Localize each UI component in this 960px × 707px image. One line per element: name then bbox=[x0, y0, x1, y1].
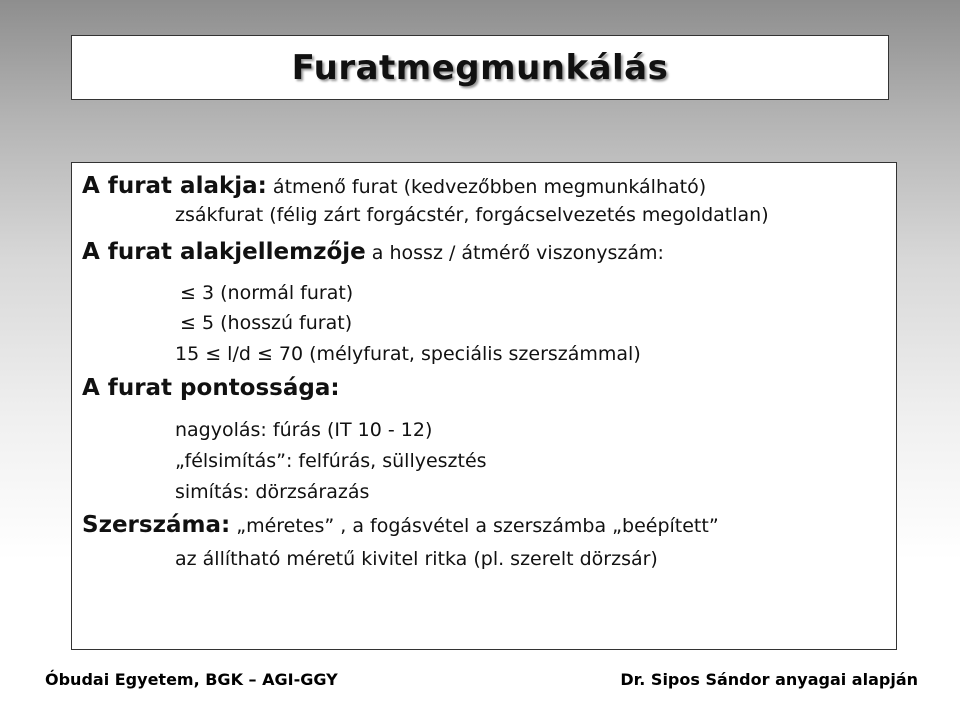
accuracy-item-finish: simítás: dörzsárazás bbox=[175, 481, 370, 503]
accuracy-heading: A furat pontossága: bbox=[82, 375, 340, 401]
accuracy-item-semifinish: „félsimítás”: felfúrás, süllyesztés bbox=[175, 450, 487, 472]
ratio-item-normal-text: 3 (normál furat) bbox=[202, 282, 354, 304]
less-equal-icon: ≤ bbox=[256, 343, 273, 365]
ratio-line bbox=[82, 239, 664, 265]
ratio-text: a hossz / átmérő viszonyszám: bbox=[365, 242, 664, 264]
shape-line bbox=[82, 173, 706, 199]
slide-title: Furatmegmunkálás bbox=[291, 47, 669, 88]
less-equal-icon: ≤ bbox=[205, 343, 222, 365]
ratio-item-long bbox=[180, 312, 352, 334]
accuracy-line bbox=[82, 375, 340, 401]
shape-blind-line: zsákfurat (félig zárt forgácstér, forgácselvezetés megoldatlan) bbox=[175, 204, 769, 226]
less-equal-icon: ≤ bbox=[180, 282, 196, 304]
tool-heading: Szerszáma: bbox=[82, 512, 231, 538]
footer-left: Óbudai Egyetem, BGK – AGI-GGY bbox=[45, 670, 338, 689]
footer-right: Dr. Sipos Sándor anyagai alapján bbox=[620, 670, 918, 689]
ratio-item-long-text: 5 (hosszú furat) bbox=[202, 312, 353, 334]
tool-text: „méretes” , a fogásvétel a szerszámba „beépített” bbox=[230, 515, 719, 537]
ratio-item-normal bbox=[180, 282, 353, 304]
title-box bbox=[71, 35, 889, 100]
ratio-item-deep bbox=[175, 343, 641, 365]
ratio-heading: A furat alakjellemzője bbox=[82, 239, 366, 265]
shape-text-through: átmenő furat (kedvezőbben megmunkálható) bbox=[266, 176, 707, 198]
less-equal-icon: ≤ bbox=[180, 312, 196, 334]
ratio-deep-mid: l/d bbox=[221, 343, 257, 365]
ratio-deep-post: 70 (mélyfurat, speciális szerszámmal) bbox=[272, 343, 641, 365]
accuracy-item-rough: nagyolás: fúrás (IT 10 - 12) bbox=[175, 419, 433, 441]
tool-text-2: az állítható méretű kivitel ritka (pl. szerelt dörzsár) bbox=[175, 548, 658, 570]
content-box bbox=[71, 162, 897, 650]
ratio-deep-pre: 15 bbox=[175, 343, 206, 365]
shape-heading: A furat alakja: bbox=[82, 173, 267, 199]
tool-line bbox=[82, 512, 719, 538]
